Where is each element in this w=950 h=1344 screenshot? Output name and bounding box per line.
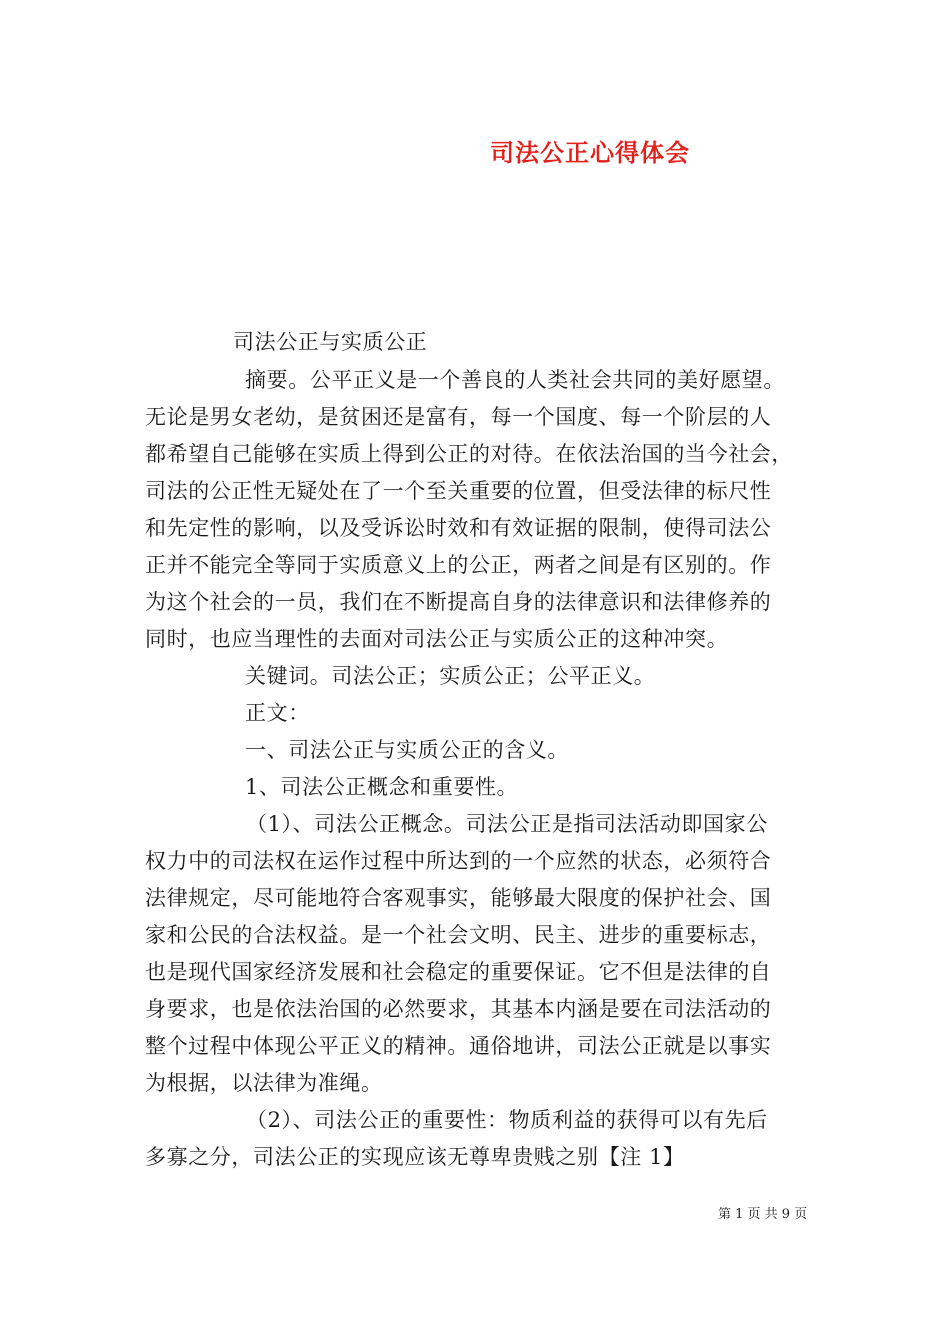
abstract-line: 摘要。公平正义是一个善良的人类社会共同的美好愿望。 [245, 368, 785, 392]
paragraph-line: 为根据，以法律为准绳。 [145, 1071, 383, 1095]
subsection-heading: 1、司法公正概念和重要性。 [245, 775, 519, 799]
section-heading: 一、司法公正与实质公正的含义。 [245, 738, 569, 762]
abstract-line: 为这个社会的一员，我们在不断提高自身的法律意识和法律修养的 [145, 590, 772, 614]
body-heading: 正文： [245, 701, 310, 725]
page-number-footer: 第 1 页 共 9 页 [718, 1207, 808, 1222]
paragraph-line: （1）、司法公正概念。司法公正是指司法活动即国家公 [246, 812, 768, 836]
abstract-line: 无论是男女老幼，是贫困还是富有，每一个国度、每一个阶层的人 [145, 405, 772, 429]
abstract-line: 正并不能完全等同于实质意义上的公正，两者之间是有区别的。作 [145, 553, 772, 577]
paragraph-line: 整个过程中体现公平正义的精神。通俗地讲，司法公正就是以事实 [145, 1034, 772, 1058]
abstract-line: 同时，也应当理性的去面对司法公正与实质公正的这种冲突。 [145, 627, 729, 651]
paragraph-line: 权力中的司法权在运作过程中所达到的一个应然的状态，必须符合 [145, 849, 772, 873]
abstract-line: 都希望自己能够在实质上得到公正的对待。在依法治国的当今社会， [145, 442, 793, 466]
paragraph-line: 多寡之分，司法公正的实现应该无尊卑贵贱之别【注 1】 [145, 1145, 685, 1169]
paragraph-line: 家和公民的合法权益。是一个社会文明、民主、进步的重要标志， [145, 923, 772, 947]
paragraph-line: （2）、司法公正的重要性：物质利益的获得可以有先后 [246, 1108, 768, 1132]
subtitle: 司法公正与实质公正 [233, 330, 428, 354]
abstract-line: 和先定性的影响，以及受诉讼时效和有效证据的限制，使得司法公 [145, 516, 772, 540]
keywords-line: 关键词。司法公正；实质公正；公平正义。 [245, 664, 656, 688]
paragraph-line: 身要求，也是依法治国的必然要求，其基本内涵是要在司法活动的 [145, 997, 772, 1021]
abstract-line: 司法的公正性无疑处在了一个至关重要的位置，但受法律的标尺性 [145, 479, 772, 503]
document-title: 司法公正心得体会 [490, 139, 690, 167]
paragraph-line: 法律规定，尽可能地符合客观事实，能够最大限度的保护社会、国 [145, 886, 772, 910]
paragraph-line: 也是现代国家经济发展和社会稳定的重要保证。它不但是法律的自 [145, 960, 772, 984]
